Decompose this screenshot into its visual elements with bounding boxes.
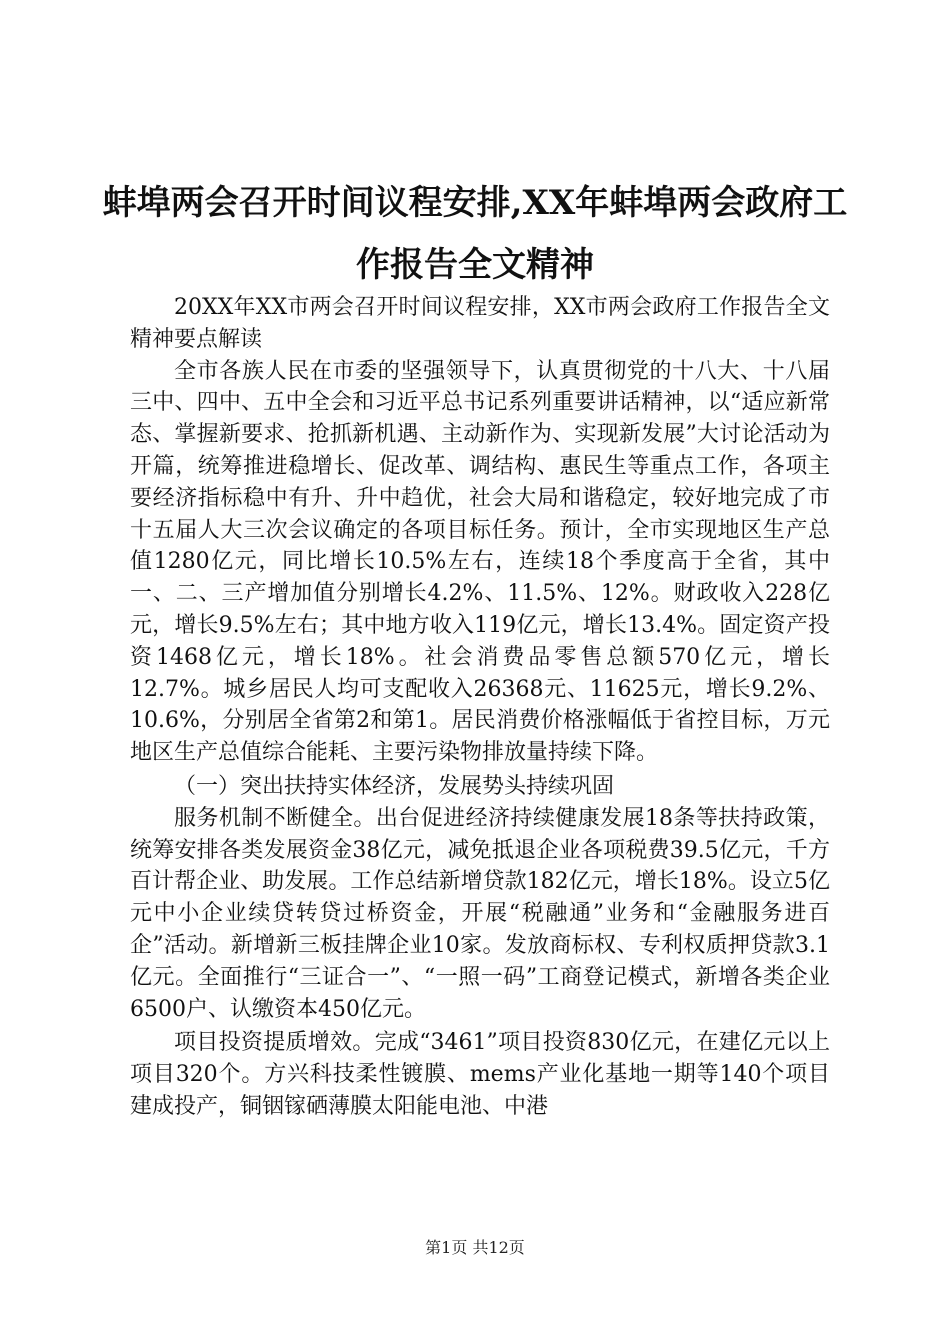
intro-paragraph: 20XX年XX市两会召开时间议程安排，XX市两会政府工作报告全文精神要点解读	[130, 295, 830, 352]
document-title: 蚌埠两会召开时间议程安排,XX年蚌埠两会政府工作报告全文精神	[102, 183, 848, 285]
investment-paragraph: 项目投资提质增效。完成“3461”项目投资830亿元，在建亿元以上项目320个。方兴科技柔性镀膜、mems产业化基地一期等140个项目建成投产，铜铟镓硒薄膜太阳能电池、中港	[130, 1030, 830, 1119]
section-heading: （一）突出扶持实体经济，发展势头持续巩固	[174, 773, 615, 799]
summary-paragraph: 全市各族人民在市委的坚强领导下，认真贯彻党的十八大、十八届三中、四中、五中全会和习近平总书记系列重要讲话精神，以“适应新常态、掌握新要求、抢抓新机遇、主动新作为、实现新发展”大讨论活动为开篇，统筹推进稳增长、促改革、调结构、惠民生等重点工作，各项主要经济指标稳中有升、升中趋优，社会大局和谐稳定，较好地完成了市十五届人大三次会议确定的各项目标任务。预计，全市实现地区生产总值1280亿元，同比增长10.5%左右，连续18个季度高于全省，其中一、二、三产增加值分别增长4.2%、11.5%、12%。财政收入228亿元，增长9.5%左右；其中地方收入119亿元，增长13.4%。固定资产投资1468亿元，增长18%。社会消费品零售总额570亿元，增长12.7%。城乡居民人均可支配收入26368元、11625元，增长9.2%、10.6%，分别居全省第2和第1。居民消费价格涨幅低于省控目标，万元地区生产总值综合能耗、主要污染物排放量持续下降。	[130, 358, 830, 766]
service-paragraph: 服务机制不断健全。出台促进经济持续健康发展18条等扶持政策，统筹安排各类发展资金38亿元，减免抵退企业各项税费39.5亿元，千方百计帮企业、助发展。工作总结新增贷款182亿元，增长18%。设立5亿元中小企业续贷转贷过桥资金，开展“税融通”业务和“金融服务进百企”活动。新增新三板挂牌企业10家。发放商标权、专利权质押贷款3.1亿元。全面推行“三证合一”、“一照一码”工商登记模式，新增各类企业6500户、认缴资本450亿元。	[130, 805, 830, 1022]
document-body	[130, 292, 830, 1123]
page-number: 第1页 共12页	[425, 1238, 525, 1257]
